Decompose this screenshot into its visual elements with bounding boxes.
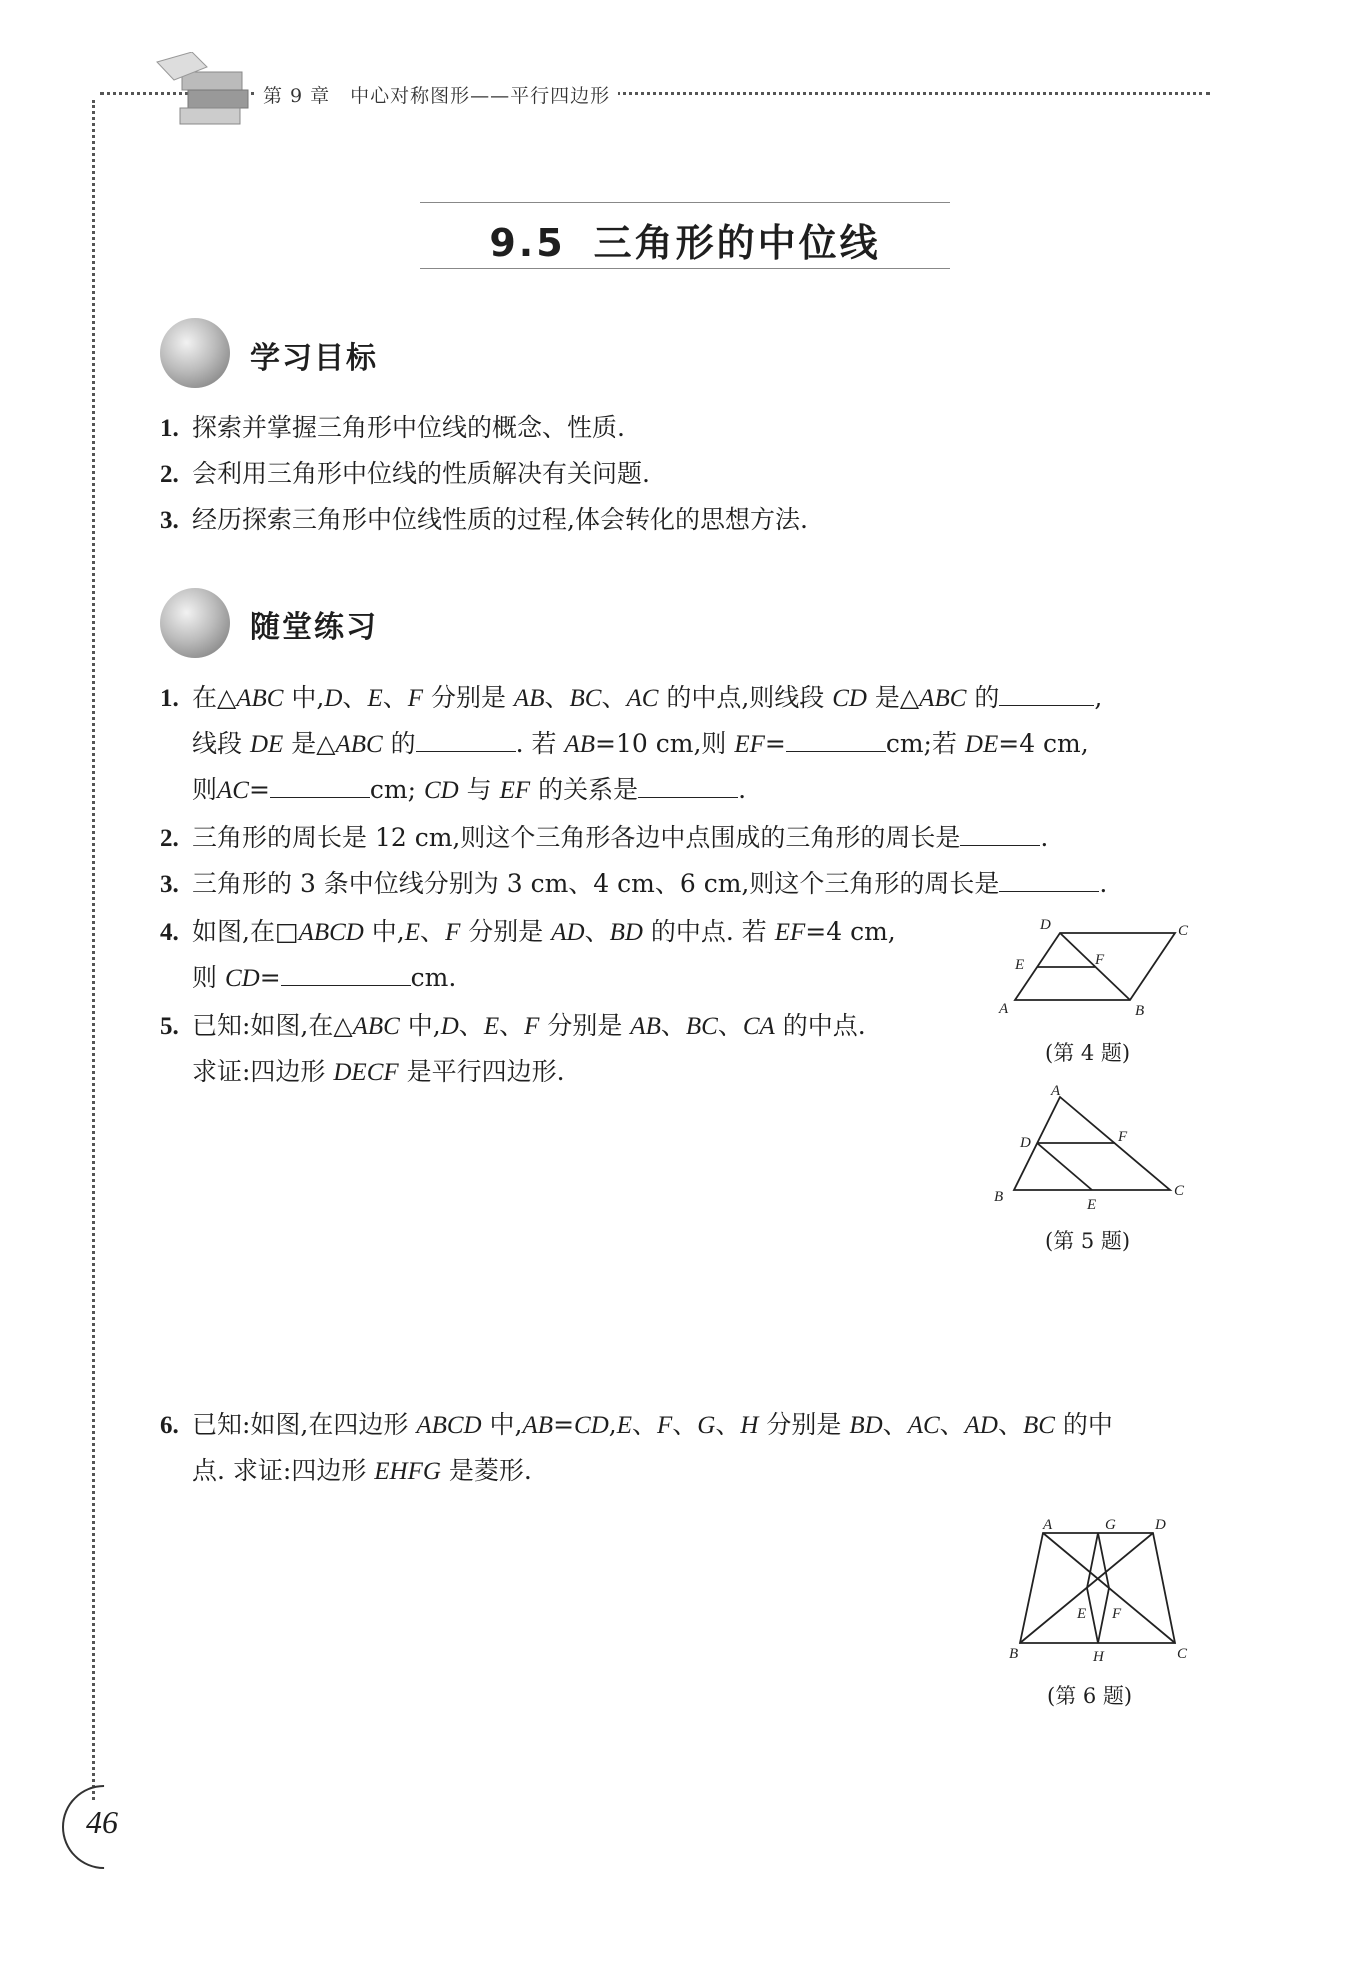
label-E: E (1015, 957, 1025, 973)
answer-blank[interactable] (270, 777, 370, 798)
question-4-line-1: 4. 如图,在□ABCD 中,E、F 分别是 AD、BD 的中点. 若 EF=4 cm, (160, 909, 896, 956)
objective-text: 探索并掌握三角形中位线的概念、性质. (192, 413, 625, 442)
practice-heading: 随堂练习 (250, 610, 378, 645)
answer-blank[interactable] (960, 825, 1040, 846)
question-1-line-3: 则AC= cm; CD 与 EF 的关系是 . (192, 775, 747, 804)
answer-blank[interactable] (999, 685, 1094, 706)
objective-text: 会利用三角形中位线的性质解决有关问题. (192, 459, 650, 488)
figure-4-diagram (995, 915, 1195, 1025)
question-number: 4. (160, 919, 179, 946)
figure-5-caption: (第 5 题) (1045, 1229, 1131, 1253)
objective-number: 1. (160, 415, 179, 442)
objective-number: 2. (160, 461, 179, 488)
objective-text: 经历探索三角形中位线性质的过程,体会转化的思想方法. (192, 505, 808, 534)
label-A: A (1043, 1517, 1053, 1533)
question-5-line-1: 5. 已知:如图,在△ABC 中,D、E、F 分别是 AB、BC、CA 的中点. (160, 1003, 866, 1050)
title-top-line (420, 202, 950, 203)
answer-blank[interactable] (638, 777, 738, 798)
label-A: A (999, 1001, 1009, 1017)
question-6-line-1: 6. 已知:如图,在四边形 ABCD 中,AB=CD,E、F、G、H 分别是 BD、AC、AD、BC 的中 (160, 1402, 1113, 1449)
label-C: C (1177, 1646, 1188, 1662)
label-D: D (1020, 1135, 1031, 1151)
page-number: 46 (86, 1804, 118, 1840)
label-E: E (1087, 1197, 1097, 1213)
label-G: G (1105, 1517, 1116, 1533)
chapter-header: 第 9 章 中心对称图形——平行四边形 (255, 81, 618, 108)
practice-ball-icon (160, 588, 230, 658)
figure-4-caption: (第 4 题) (1045, 1041, 1131, 1065)
label-B: B (1009, 1646, 1019, 1662)
question-4-line-2: 则 CD= cm. (192, 963, 457, 992)
question-number: 2. (160, 825, 179, 852)
question-number: 3. (160, 871, 179, 898)
objectives-ball-icon (160, 318, 230, 388)
label-C: C (1178, 923, 1189, 939)
question-number: 5. (160, 1013, 179, 1040)
answer-blank[interactable] (416, 731, 516, 752)
answer-blank[interactable] (281, 965, 411, 986)
label-D: D (1040, 917, 1051, 933)
question-1-line-2: 线段 DE 是△ABC 的 . 若 AB=10 cm,则 EF= cm;若 DE=4 cm, (192, 729, 1089, 758)
figure-6-caption: (第 6 题) (1047, 1684, 1133, 1708)
label-B: B (1135, 1003, 1145, 1019)
label-D: D (1155, 1517, 1166, 1533)
question-number: 1. (160, 685, 179, 712)
question-6-line-2: 点. 求证:四边形 EHFG 是菱形. (192, 1456, 532, 1485)
section-title (420, 212, 950, 267)
section-title-text: 三角形的中位线 (593, 221, 881, 265)
question-5-line-2: 求证:四边形 DECF 是平行四边形. (192, 1057, 565, 1086)
answer-blank[interactable] (786, 731, 886, 752)
label-F: F (1112, 1606, 1122, 1622)
answer-blank[interactable] (999, 871, 1099, 892)
title-bottom-line (420, 268, 950, 269)
question-3: 3. 三角形的 3 条中位线分别为 3 cm、4 cm、6 cm,则这个三角形的周长是 . (160, 861, 1107, 908)
side-dotted-rule (92, 100, 95, 1800)
question-2: 2. 三角形的周长是 12 cm,则这个三角形各边中点围成的三角形的周长是 . (160, 815, 1048, 862)
objectives-heading: 学习目标 (250, 341, 378, 376)
label-A: A (1051, 1085, 1061, 1099)
objective-item (160, 405, 625, 452)
question-number: 6. (160, 1412, 179, 1439)
objective-number: 3. (160, 507, 179, 534)
label-B: B (994, 1189, 1004, 1205)
label-E: E (1077, 1606, 1087, 1622)
figure-6-diagram (1005, 1515, 1195, 1665)
chapter-logo-icon (152, 52, 262, 132)
objective-item (160, 451, 650, 498)
question-1-line-1: 1. 在△ABC 中,D、E、F 分别是 AB、BC、AC 的中点,则线段 CD 是△ABC 的 , (160, 675, 1102, 722)
objective-item (160, 497, 808, 544)
label-F: F (1118, 1129, 1128, 1145)
label-H: H (1093, 1649, 1104, 1665)
label-F: F (1095, 952, 1105, 968)
section-number: 9.5 (489, 221, 566, 265)
label-C: C (1174, 1183, 1185, 1199)
figure-5-diagram (990, 1085, 1200, 1215)
